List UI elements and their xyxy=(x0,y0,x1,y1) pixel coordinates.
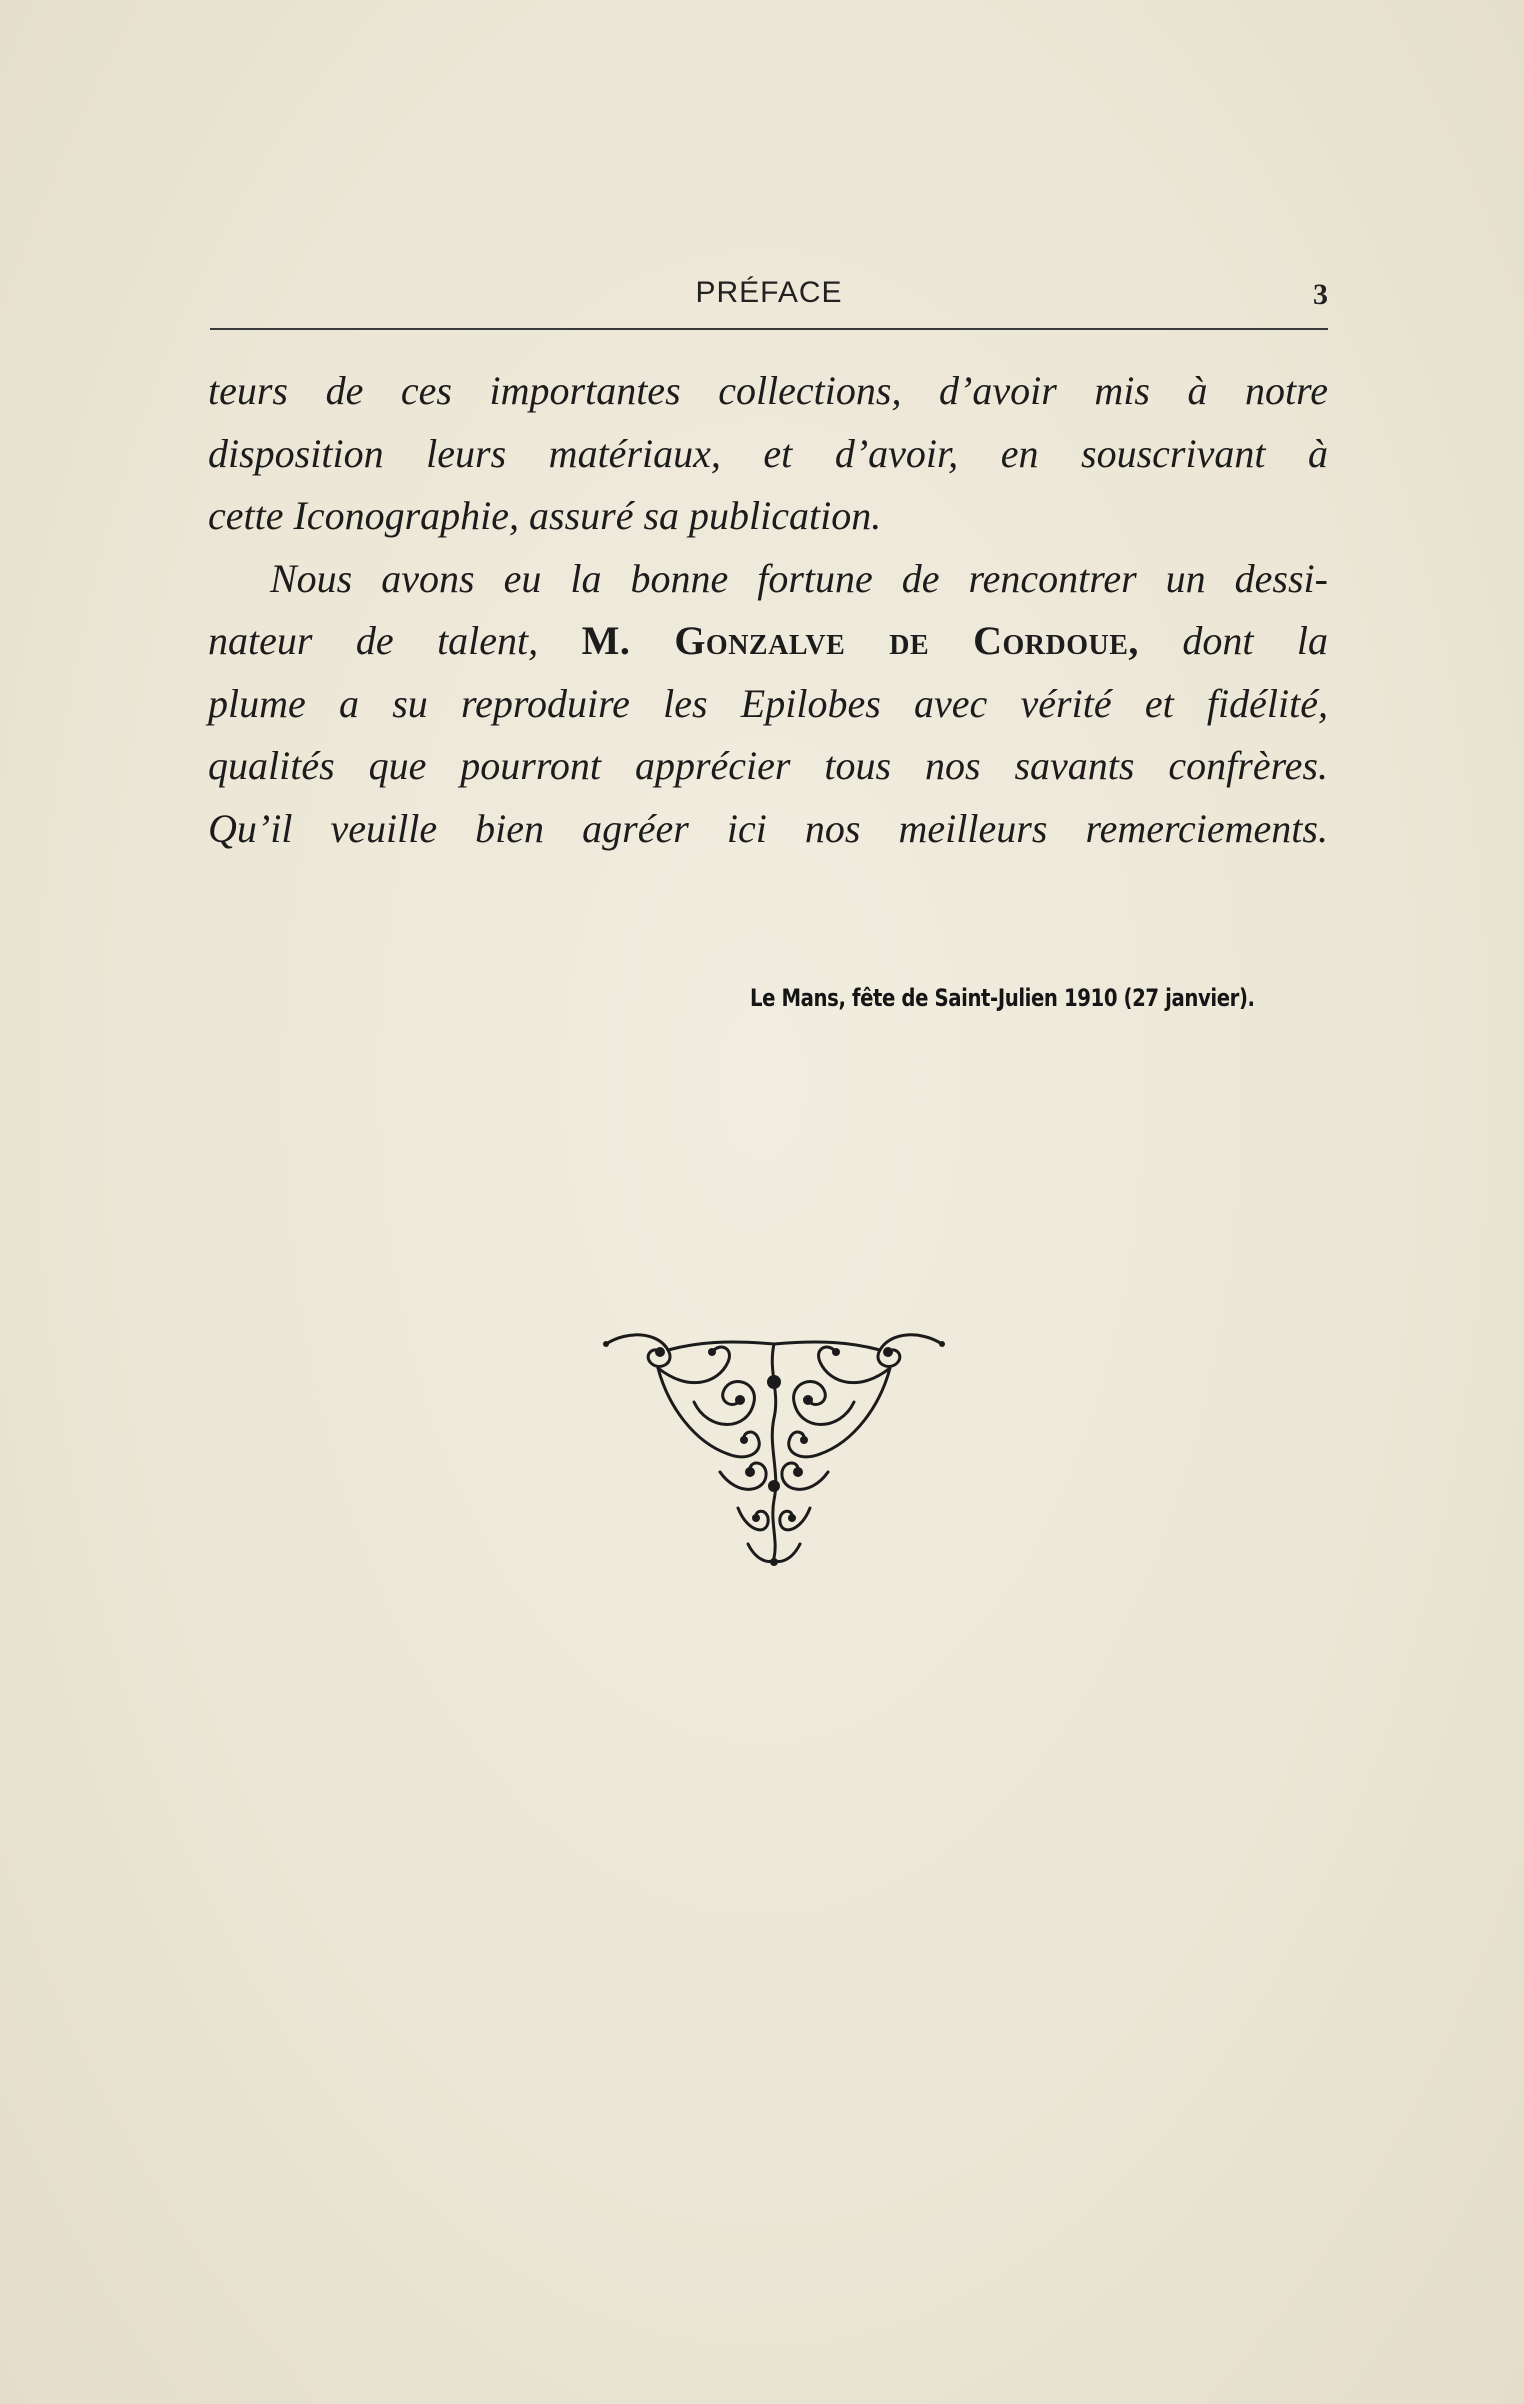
preface-text xyxy=(208,360,1328,860)
page-number: 3 xyxy=(1313,278,1328,311)
dateline: Le Mans, fête de Saint-Julien 1910 (27 janvier). xyxy=(750,984,1255,1012)
text-line: qualités que pourront apprécier tous nos savants confrères. xyxy=(208,743,1328,788)
text-line: Nous avons eu la bonne fortune de rencontrer un dessi- xyxy=(270,555,1328,601)
text-line: Qu’il veuille bien agréer ici nos meilleurs remerciements. xyxy=(208,805,1328,851)
text-line: disposition leurs matériaux, et d’avoir, en souscrivant à xyxy=(208,430,1328,476)
text-line: cette Iconographie, assuré sa publication. xyxy=(208,493,882,538)
text-line: teurs de ces importantes collections, d’avoir mis à notre xyxy=(208,368,1328,413)
illustrator-name: M. Gonzalve de Cordoue, xyxy=(581,618,1139,663)
text-fragment: nateur de talent, xyxy=(208,618,539,663)
floral-ornament-icon xyxy=(598,1322,950,1568)
text-line-with-name xyxy=(208,610,1328,673)
text-line: plume a su reproduire les Epilobes avec vérité et fidélité, xyxy=(208,680,1328,726)
text-fragment: dont la xyxy=(1182,618,1329,663)
running-title: PRÉFACE xyxy=(695,276,843,309)
running-head xyxy=(210,276,1328,330)
